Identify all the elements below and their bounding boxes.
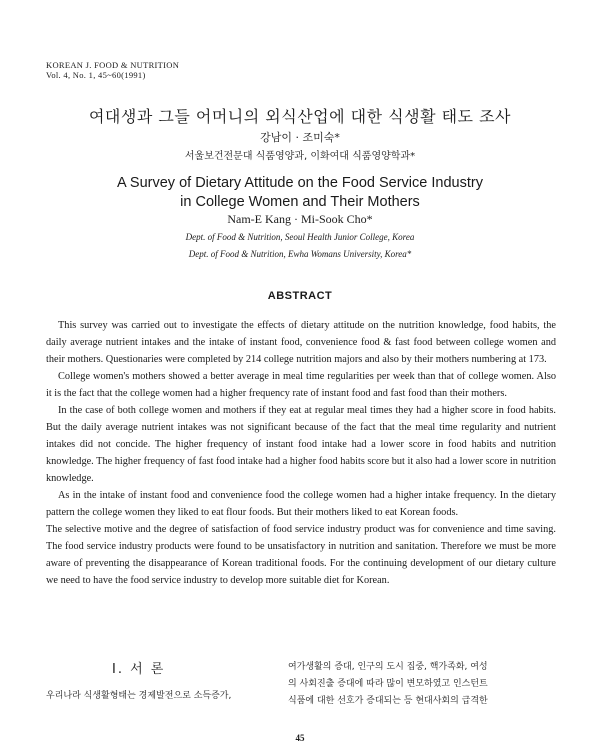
abstract-heading: ABSTRACT	[267, 290, 333, 302]
abstract-paragraph: As in the intake of instant food and convenience food the college women had a higher intake frequency. In the dietary pattern the college women they liked to eat flour foods. But their mothers liked to eat Korean foods.	[46, 490, 556, 518]
introduction-left-column	[46, 688, 260, 704]
journal-name: KOREAN J. FOOD & NUTRITION	[46, 60, 180, 70]
introduction-right-column	[288, 659, 558, 710]
english-title	[0, 174, 600, 212]
abstract-body	[46, 317, 556, 589]
abstract-paragraph: The selective motive and the degree of satisfaction of food service industry product was for convenience and time saving. The food service industry products were found to be unsatisfactory in nutrition and sanitation. Therefore we must be more aware of preventing the disappearance of Korean traditional foods. For the continuing development of our dietary culture we need to have the food service industry to develop more suitable diet for Korean.	[46, 524, 556, 586]
abstract-paragraph: This survey was carried out to investigate the effects of dietary attitude on the nutrition knowledge, food habits, the daily average nutrient intakes and the intake of instant food, convenience food & fast food between college women and their mothers. Questionaries were completed by 214 college nutrition majors and also by their mothers numbering at 173.	[46, 320, 556, 365]
intro-text-line: 의 사회진출 증대에 따라 많이 변모하였고 인스턴트	[288, 679, 488, 689]
journal-volume: Vol. 4, No. 1, 45~60(1991)	[46, 70, 146, 80]
abstract-paragraph: In the case of both college women and mothers if they eat at regular meal times they had a higher score in food habits. But the daily average nutrient intakes was not significant because of the fact that the meal time regularity and nutrient intakes did not concide. The higher frequency of instant food intake had a lower score in food habits and nutrition knowledge. The higher frequency of fast food intake had a higher food habits score but it also had a lower score in nutrition knowledge.	[46, 405, 556, 484]
introduction-heading: I. 서 론	[112, 662, 166, 677]
english-affiliation-2: Dept. of Food & Nutrition, Ewha Womans University, Korea*	[188, 249, 412, 259]
english-affiliation-1: Dept. of Food & Nutrition, Seoul Health Junior College, Korea	[185, 232, 415, 242]
korean-authors: 강남이 · 조미숙*	[260, 131, 340, 144]
english-authors: Nam-E Kang · Mi-Sook Cho*	[227, 212, 373, 226]
english-title-line2: in College Women and Their Mothers	[180, 194, 420, 210]
korean-affiliation: 서울보건전문대 식품영양과, 이화여대 식품영양학과*	[184, 151, 416, 162]
journal-header	[46, 60, 179, 80]
intro-text-line: 우리나라 식생활형태는 경제발전으로 소득증가,	[46, 691, 232, 701]
intro-text-line: 여가생활의 증대, 인구의 도시 집중, 핵가족화, 여성	[288, 662, 488, 672]
abstract-paragraph: College women's mothers showed a better average in meal time regularities per week than that of college women. Also it is the fact that the college women had a higher frequency rate of instant food and fast food than their mothers.	[46, 371, 556, 399]
page-number: 45	[295, 733, 305, 743]
english-title-line1: A Survey of Dietary Attitude on the Food Service Industry	[117, 175, 483, 191]
korean-title: 여대생과 그들 어머니의 외식산업에 대한 식생활 태도 조사	[88, 107, 512, 126]
intro-text-line: 식품에 대한 선호가 증대되는 등 현대사회의 급격한	[288, 696, 488, 706]
